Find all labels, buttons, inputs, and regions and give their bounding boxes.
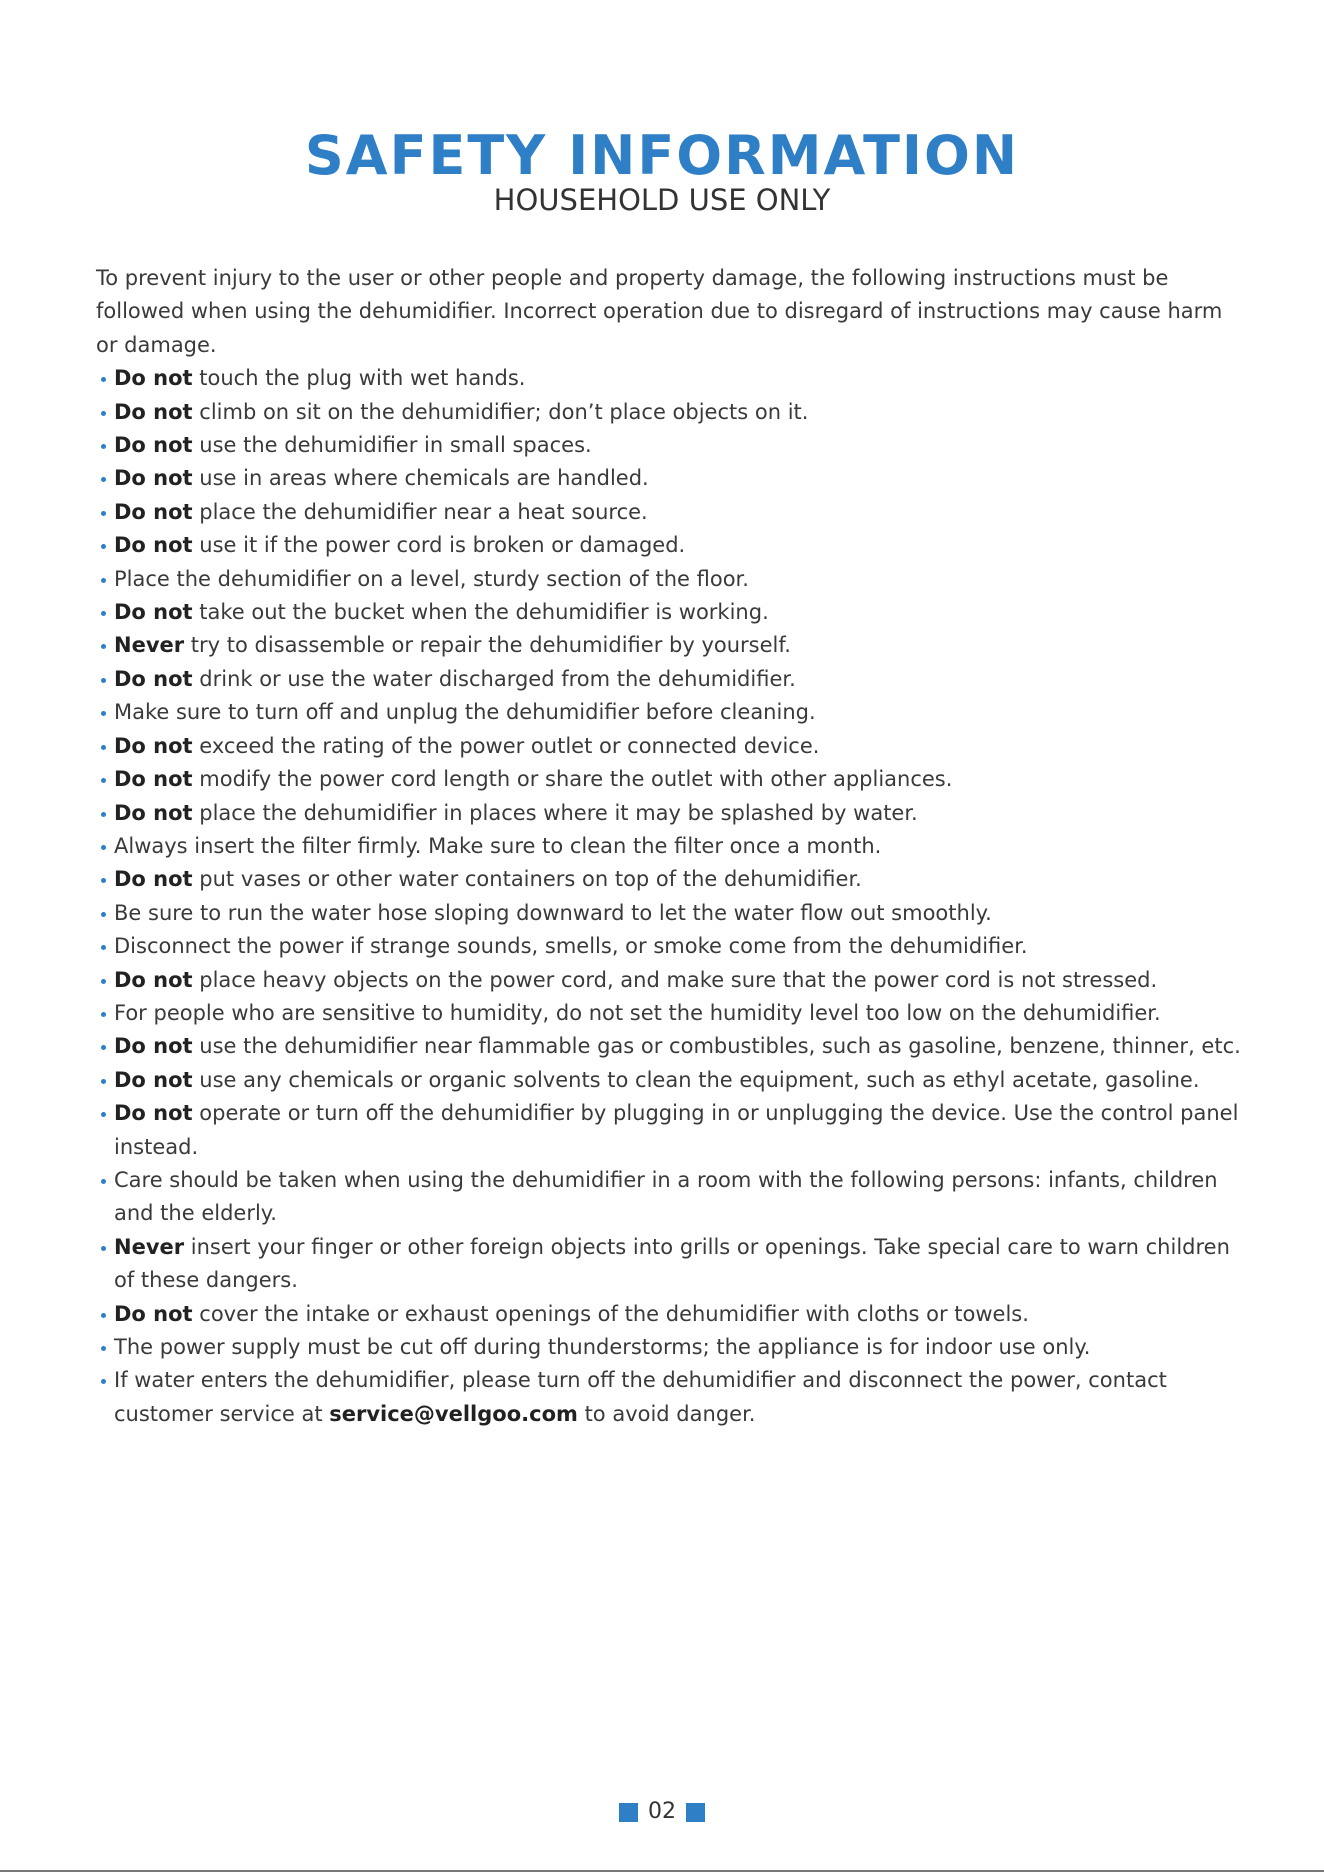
list-item-text: try to disassemble or repair the dehumidifier by yourself. — [184, 633, 791, 658]
bullet-icon — [101, 411, 106, 416]
list-item-text: use any chemicals or organic solvents to clean the equipment, such as ethyl acetate, gasoline. — [192, 1067, 1200, 1092]
bullet-icon — [101, 945, 106, 950]
list-item-text: Be sure to run the water hose sloping downward to let the water flow out smoothly. — [114, 900, 992, 925]
warning-emphasis: Do not — [114, 600, 193, 625]
list-item-text: The power supply must be cut off during thunderstorms; the appliance is for indoor use only. — [114, 1335, 1091, 1359]
list-item-text: touch the plug with wet hands. — [192, 366, 526, 391]
list-item-text: Always insert the filter firmly. Make sure to clean the filter once a month. — [114, 833, 882, 858]
bullet-icon — [101, 845, 106, 850]
list-item — [96, 596, 1246, 629]
list-item-text: insert your finger or other foreign objects into grills or openings. Take special care to warn children of these dangers. — [114, 1234, 1230, 1293]
warning-emphasis: Do not — [114, 867, 193, 892]
bullet-icon — [101, 1346, 106, 1351]
warning-emphasis: Never — [114, 1234, 185, 1259]
list-item-text: put vases or other water containers on top of the dehumidifier. — [192, 867, 862, 892]
warning-emphasis: Do not — [114, 767, 193, 792]
warning-emphasis: Do not — [114, 466, 193, 491]
list-item — [96, 897, 1246, 930]
warning-emphasis: Do not — [114, 533, 193, 558]
list-item-text: Care should be taken when using the dehumidifier in a room with the following persons: infants, children and the elderly. — [114, 1167, 1218, 1226]
list-item-text: take out the bucket when the dehumidifier is working. — [192, 600, 769, 625]
list-item — [96, 797, 1246, 830]
list-item-text: place the dehumidifier in places where it may be splashed by water. — [192, 800, 918, 825]
bullet-icon — [101, 812, 106, 817]
bullet-icon — [101, 745, 106, 750]
warning-emphasis: Do not — [114, 399, 193, 424]
bullet-icon — [101, 1179, 106, 1184]
list-item-text: Place the dehumidifier on a level, sturdy section of the floor. — [114, 566, 749, 591]
bullet-icon — [101, 578, 106, 583]
list-item — [96, 1064, 1246, 1097]
warning-emphasis: Never — [114, 633, 185, 658]
safety-content — [96, 262, 1246, 1431]
list-item — [96, 1164, 1246, 1231]
warning-emphasis: Do not — [114, 733, 193, 758]
warning-emphasis: Do not — [114, 967, 193, 992]
list-item-text: operate or turn off the dehumidifier by plugging in or unplugging the device. Use the control panel instead. — [114, 1101, 1239, 1159]
bullet-icon — [101, 1246, 106, 1251]
list-item — [96, 396, 1246, 429]
intro-paragraph: To prevent injury to the user or other people and property damage, the following instructions must be followed when using the dehumidifier. Incorrect operation due to disregard of instructions may cause harm or damage. — [96, 266, 1223, 357]
bullet-icon — [101, 511, 106, 516]
list-item-text: exceed the rating of the power outlet or connected device. — [192, 733, 820, 758]
bullet-icon — [101, 1313, 106, 1318]
page-footer — [0, 1800, 1324, 1824]
warning-emphasis: Do not — [114, 1067, 193, 1092]
list-item — [96, 930, 1246, 963]
warning-emphasis: Do not — [114, 1034, 193, 1059]
bullet-icon — [101, 1079, 106, 1084]
bullet-icon — [101, 477, 106, 482]
list-item-text: Disconnect the power if strange sounds, smells, or smoke come from the dehumidifier. — [114, 934, 1028, 959]
list-item-text: drink or use the water discharged from the dehumidifier. — [192, 666, 796, 691]
bullet-icon — [101, 444, 106, 449]
list-item — [96, 1331, 1246, 1364]
left-square-icon — [619, 1803, 638, 1822]
list-item — [96, 1298, 1246, 1331]
list-item-text: cover the intake or exhaust openings of the dehumidifier with cloths or towels. — [192, 1301, 1029, 1326]
list-item-text: use the dehumidifier near flammable gas or combustibles, such as gasoline, benzene, thinner, etc. — [192, 1034, 1241, 1059]
list-item — [96, 563, 1246, 596]
list-item — [96, 663, 1246, 696]
page-title: SAFETY INFORMATION — [304, 124, 1020, 187]
list-item-text: place the dehumidifier near a heat source. — [192, 499, 648, 524]
list-item — [96, 997, 1246, 1030]
list-item — [96, 830, 1246, 863]
warning-emphasis: Do not — [114, 800, 193, 825]
list-item — [96, 1030, 1246, 1063]
bullet-icon — [101, 778, 106, 783]
list-item — [96, 730, 1246, 763]
warning-emphasis: Do not — [114, 1301, 193, 1326]
right-square-icon — [686, 1803, 705, 1822]
page-header — [0, 124, 1324, 216]
bullet-icon — [101, 1045, 106, 1050]
page-subtitle: HOUSEHOLD USE ONLY — [493, 183, 831, 217]
list-item — [96, 629, 1246, 662]
bullet-icon — [101, 878, 106, 883]
list-item-text: use in areas where chemicals are handled. — [192, 466, 649, 491]
list-item-text: use the dehumidifier in small spaces. — [192, 433, 592, 458]
safety-list — [96, 362, 1246, 1431]
list-item-text: If water enters the dehumidifier, please turn off the dehumidifier and disconnect the power, contact customer service at — [114, 1368, 1167, 1426]
support-email: service@vellgoo.com — [329, 1401, 578, 1426]
warning-emphasis: Do not — [114, 1101, 193, 1126]
warning-emphasis: Do not — [114, 366, 193, 391]
list-item — [96, 429, 1246, 462]
list-item-text: modify the power cord length or share the outlet with other appliances. — [192, 767, 953, 792]
list-item-text: to avoid danger. — [577, 1401, 756, 1426]
warning-emphasis: Do not — [114, 433, 193, 458]
list-item-text: For people who are sensitive to humidity, do not set the humidity level too low on the dehumidifier. — [114, 1000, 1161, 1025]
bullet-icon — [101, 678, 106, 683]
list-item — [96, 496, 1246, 529]
list-item — [96, 362, 1246, 395]
list-item — [96, 696, 1246, 729]
list-item — [96, 964, 1246, 997]
list-item-text: use it if the power cord is broken or damaged. — [192, 533, 686, 558]
bullet-icon — [101, 912, 106, 917]
bullet-icon — [101, 544, 106, 549]
list-item — [96, 529, 1246, 562]
list-item — [96, 1097, 1246, 1164]
bullet-icon — [101, 644, 106, 649]
bullet-icon — [101, 377, 106, 382]
list-item-text: place heavy objects on the power cord, and make sure that the power cord is not stressed. — [192, 967, 1158, 992]
bullet-icon — [101, 711, 106, 716]
list-item — [96, 863, 1246, 896]
list-item-text: Make sure to turn off and unplug the dehumidifier before cleaning. — [114, 700, 816, 725]
warning-emphasis: Do not — [114, 666, 193, 691]
page-number: 02 — [648, 1799, 676, 1824]
warning-emphasis: Do not — [114, 499, 193, 524]
list-item-text: climb on sit on the dehumidifier; don’t place objects on it. — [192, 399, 809, 424]
list-item — [96, 1364, 1246, 1431]
list-item — [96, 462, 1246, 495]
list-item — [96, 1231, 1246, 1298]
bullet-icon — [101, 1379, 106, 1384]
bullet-icon — [101, 1012, 106, 1017]
bullet-icon — [101, 1112, 106, 1117]
list-item — [96, 763, 1246, 796]
bullet-icon — [101, 979, 106, 984]
bullet-icon — [101, 611, 106, 616]
